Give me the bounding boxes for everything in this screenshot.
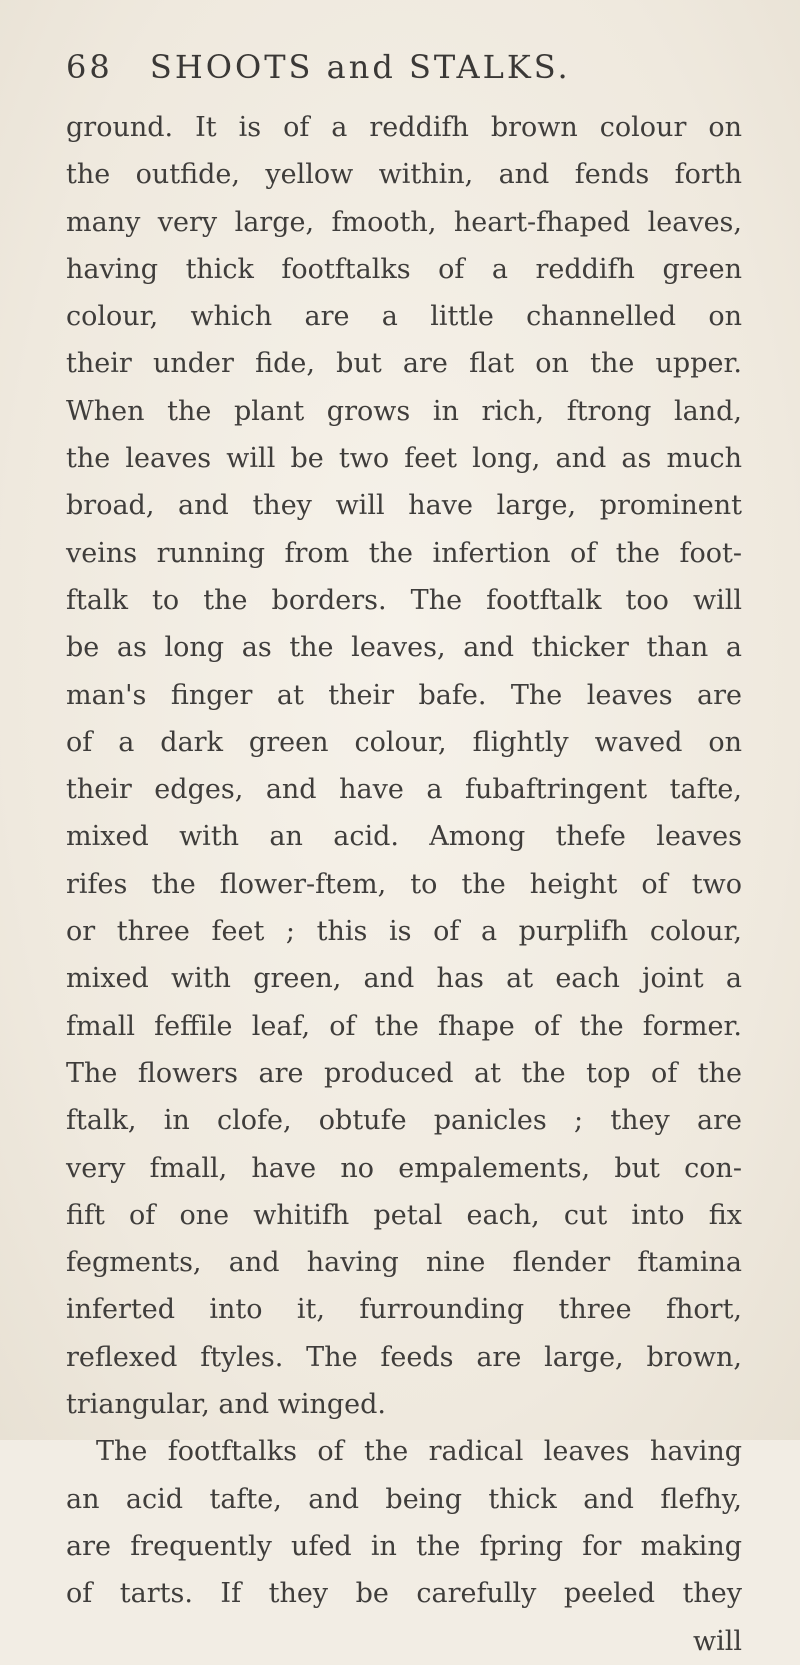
text-line: are frequently ufed in the fpring for making [66,1530,742,1562]
text-line: colour, which are a little channelled on [66,301,742,333]
running-title: SHOOTS and STALKS. [149,48,571,86]
text-line: an acid tafte, and being thick and flefhy, [66,1483,742,1515]
text-line: or three feet ; this is of a purplifh colour, [66,916,742,948]
running-head [66,48,766,92]
text-line: ftalk to the borders. The footftalk too will [66,584,742,616]
text-line: When the plant grows in rich, ftrong land, [66,395,742,427]
text-line: inferted into it, furrounding three fhort, [66,1294,742,1326]
text-line: The footftalks of the radical leaves having [96,1436,742,1468]
text-line: The flowers are produced at the top of the [66,1057,742,1089]
text-line: mixed with green, and has at each joint a [66,963,742,995]
text-line: fift of one whitifh petal each, cut into fix [66,1199,742,1231]
text-line: their under fide, but are flat on the upper. [66,348,742,380]
body-text [66,104,742,1665]
text-line: triangular, and winged. [66,1389,387,1421]
text-line: fmall feffile leaf, of the fhape of the former. [66,1010,742,1042]
text-line: broad, and they will have large, prominent [66,490,742,522]
text-line: ground. It is of a reddifh brown colour on [66,112,742,143]
text-line: reflexed ftyles. The feeds are large, brown, [66,1341,742,1373]
text-line: ftalk, in clofe, obtufe panicles ; they are [66,1105,742,1137]
text-line: man's finger at their bafe. The leaves are [66,679,742,711]
text-line: of a dark green colour, flightly waved on [66,726,742,758]
text-line: veins running from the infertion of the foot- [66,537,742,569]
text-line: many very large, fmooth, heart-fhaped leaves, [66,206,742,238]
catchword: will [692,1625,742,1657]
text-line: the outfide, yellow within, and fends forth [66,159,742,191]
text-line: mixed with an acid. Among thefe leaves [66,821,742,853]
text-line: fegments, and having nine flender ftamina [66,1247,742,1279]
text-line: their edges, and have a fubaftringent tafte, [66,774,742,806]
text-line: very fmall, have no empalements, but con- [66,1152,742,1184]
text-line: having thick footftalks of a reddifh green [66,253,742,285]
text-line: of tarts. If they be carefully peeled they [66,1578,742,1610]
text-line: the leaves will be two feet long, and as much [66,443,742,475]
text-line: rifes the flower-ftem, to the height of two [66,868,742,900]
text-line: be as long as the leaves, and thicker than a [66,632,742,664]
page-number: 68 [66,48,113,86]
